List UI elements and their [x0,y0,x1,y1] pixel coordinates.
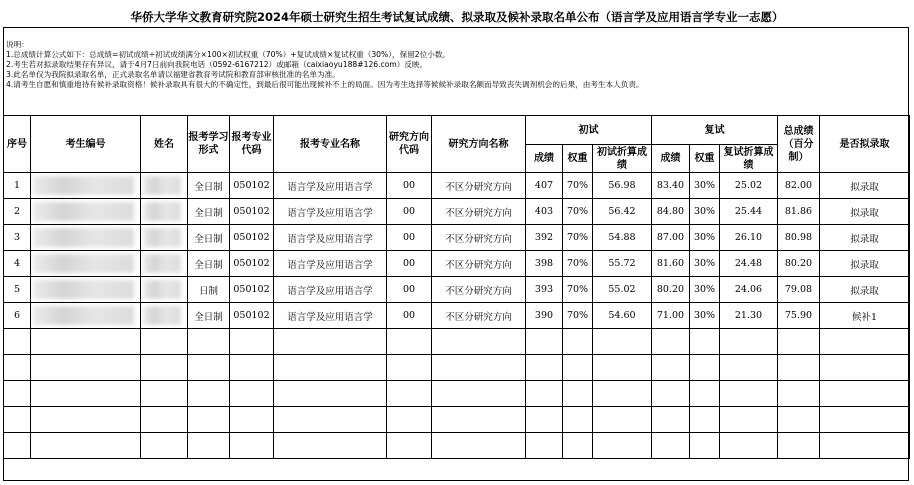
page-title: 华侨大学华文教育研究院2024年硕士研究生招生考试复试成绩、拟录取及候补录取名单公布（语言学及应用语言学专业一志愿） [130,10,784,24]
cell-exam-no [31,407,141,433]
header-retest-weight: 权重 [690,145,720,173]
cell-exam-no [31,277,141,303]
cell-dir-name: 不区分研究方向 [432,225,526,251]
cell-dir-name: 不区分研究方向 [432,277,526,303]
note-line: 4.请考生自愿和慎重地待有候补录取资格！候补录取具有很大的不确定性，到最后很可能出现候补不上的局面。因为考生选择等候候补录取名额而导致丧失调剂机会的后果，由考生本人负责。 [6,80,644,89]
cell-dir-code: 00 [387,277,432,303]
cell-retest-score: 80.20 [652,277,690,303]
cell-initial-weight [563,329,593,355]
cell-seq: 4 [4,251,31,277]
cell-retest-score: 87.00 [652,225,690,251]
cell-exam-no [31,381,141,407]
cell-major-name [274,407,387,433]
cell-name [141,225,188,251]
cell-major-name: 语言学及应用语言学 [274,277,387,303]
cell-initial-score: 403 [526,199,563,225]
header-major-code: 报考专业代码 [230,116,274,173]
cell-total: 79.08 [778,277,820,303]
cell-total: 80.98 [778,225,820,251]
cell-total [778,381,820,407]
cell-major-code [230,381,274,407]
cell-initial-converted [593,355,652,381]
cell-retest-score [652,433,690,459]
cell-admit: 拟录取 [820,251,910,277]
cell-dir-code [387,329,432,355]
redaction-blur [143,306,181,325]
cell-initial-weight [563,433,593,459]
cell-dir-name [432,381,526,407]
table-row [4,173,910,199]
cell-retest-score [652,355,690,381]
header-major-name: 报考专业名称 [274,116,387,173]
cell-retest-converted: 25.44 [720,199,778,225]
cell-initial-score [526,355,563,381]
cell-study-mode [188,433,230,459]
cell-dir-name [432,433,526,459]
cell-retest-score [652,329,690,355]
table-row [4,251,910,277]
cell-exam-no [31,329,141,355]
cell-name [141,329,188,355]
cell-total: 75.90 [778,303,820,329]
cell-admit [820,433,910,459]
cell-major-code [230,329,274,355]
cell-retest-weight: 30% [690,225,720,251]
table-row [4,199,910,225]
header-name: 姓名 [141,116,188,173]
cell-initial-converted: 56.42 [593,199,652,225]
header-study-mode: 报考学习形式 [188,116,230,173]
cell-study-mode [188,355,230,381]
cell-study-mode [188,381,230,407]
cell-retest-converted [720,433,778,459]
cell-major-code: 050102 [230,251,274,277]
cell-dir-code: 00 [387,251,432,277]
cell-initial-converted [593,433,652,459]
cell-dir-code [387,433,432,459]
cell-seq: 1 [4,173,31,199]
cell-retest-score [652,381,690,407]
cell-initial-score [526,433,563,459]
cell-initial-weight: 70% [563,173,593,199]
header-admit: 是否拟录取 [820,116,910,173]
cell-major-name [274,433,387,459]
cell-name [141,277,188,303]
header-retest: 复试 [652,116,778,145]
cell-study-mode [188,329,230,355]
cell-admit: 拟录取 [820,173,910,199]
header-initial-score: 成绩 [526,145,563,173]
notes-heading: 说明： [6,40,29,49]
cell-major-code: 050102 [230,277,274,303]
results-body [4,173,910,459]
header-total: 总成绩（百分制） [778,116,820,173]
cell-retest-weight [690,355,720,381]
cell-major-code: 050102 [230,173,274,199]
cell-dir-name: 不区分研究方向 [432,251,526,277]
cell-exam-no [31,355,141,381]
redaction-blur [33,306,134,325]
cell-dir-name: 不区分研究方向 [432,173,526,199]
cell-initial-converted: 54.88 [593,225,652,251]
cell-retest-weight [690,433,720,459]
cell-retest-converted [720,329,778,355]
empty-row [4,433,910,459]
cell-seq [4,381,31,407]
cell-retest-weight: 30% [690,277,720,303]
cell-retest-weight [690,329,720,355]
cell-exam-no [31,225,141,251]
cell-major-name [274,329,387,355]
cell-major-code [230,433,274,459]
cell-major-name: 语言学及应用语言学 [274,303,387,329]
redaction-blur [143,280,181,299]
cell-admit: 拟录取 [820,199,910,225]
cell-admit: 拟录取 [820,225,910,251]
cell-name [141,355,188,381]
cell-admit [820,329,910,355]
cell-major-code [230,407,274,433]
cell-dir-name [432,329,526,355]
cell-dir-name [432,407,526,433]
cell-initial-converted [593,407,652,433]
cell-total [778,355,820,381]
cell-initial-weight: 70% [563,303,593,329]
cell-name [141,381,188,407]
header-initial: 初试 [526,116,652,145]
cell-initial-converted [593,329,652,355]
cell-retest-converted [720,381,778,407]
cell-study-mode: 全日制 [188,251,230,277]
cell-major-name: 语言学及应用语言学 [274,225,387,251]
cell-dir-code: 00 [387,225,432,251]
cell-retest-weight: 30% [690,173,720,199]
cell-seq [4,433,31,459]
cell-initial-score [526,407,563,433]
cell-total: 82.00 [778,173,820,199]
cell-name [141,199,188,225]
cell-name [141,173,188,199]
cell-retest-score [652,407,690,433]
cell-major-name: 语言学及应用语言学 [274,199,387,225]
empty-row [4,329,910,355]
cell-retest-converted: 24.06 [720,277,778,303]
cell-admit: 候补1 [820,303,910,329]
cell-study-mode: 全日制 [188,225,230,251]
cell-seq [4,329,31,355]
cell-major-name [274,355,387,381]
redaction-blur [143,228,181,247]
redaction-blur [33,202,134,221]
empty-row [4,381,910,407]
cell-admit: 拟录取 [820,277,910,303]
cell-exam-no [31,251,141,277]
header-dir-code: 研究方向代码 [387,116,432,173]
cell-exam-no [31,303,141,329]
cell-initial-weight: 70% [563,225,593,251]
table-row [4,225,910,251]
header-retest-score: 成绩 [652,145,690,173]
cell-retest-score: 84.80 [652,199,690,225]
cell-exam-no [31,173,141,199]
cell-initial-score: 398 [526,251,563,277]
cell-dir-code: 00 [387,173,432,199]
cell-retest-weight: 30% [690,199,720,225]
cell-seq: 2 [4,199,31,225]
header-exam-no: 考生编号 [31,116,141,173]
redaction-blur [143,176,181,195]
cell-seq: 3 [4,225,31,251]
cell-initial-converted: 55.72 [593,251,652,277]
cell-name [141,303,188,329]
empty-row [4,407,910,433]
cell-retest-weight [690,381,720,407]
cell-initial-weight [563,355,593,381]
cell-seq [4,407,31,433]
cell-initial-weight [563,381,593,407]
cell-study-mode: 全日制 [188,199,230,225]
cell-initial-score: 393 [526,277,563,303]
cell-major-code: 050102 [230,225,274,251]
header-retest-converted: 复试折算成绩 [720,145,778,173]
table-row [4,303,910,329]
note-line: 2.考生若对拟录取结果存有异议，请于4月7日前向我院电话（0592-6167212）或邮箱（caixiaoyu188#126.com）反映。 [6,60,428,69]
cell-retest-converted: 24.48 [720,251,778,277]
cell-total [778,433,820,459]
note-line: 1.总成绩计算公式如下：总成绩=初试成绩÷初试成绩满分×100×初试权重（70%）+复试成绩×复试权重（30%），保留2位小数。 [6,50,451,59]
cell-retest-weight: 30% [690,251,720,277]
cell-seq [4,355,31,381]
header-initial-weight: 权重 [563,145,593,173]
cell-study-mode: 日制 [188,277,230,303]
cell-initial-score [526,381,563,407]
cell-initial-weight: 70% [563,251,593,277]
cell-initial-weight [563,407,593,433]
cell-study-mode: 全日制 [188,303,230,329]
cell-initial-weight: 70% [563,277,593,303]
cell-seq: 5 [4,277,31,303]
cell-initial-score: 392 [526,225,563,251]
header-seq: 序号 [4,116,31,173]
cell-admit [820,355,910,381]
results-table [3,115,910,459]
cell-dir-code [387,355,432,381]
cell-retest-score: 71.00 [652,303,690,329]
header-initial-converted: 初试折算成绩 [593,145,652,173]
cell-initial-score [526,329,563,355]
cell-exam-no [31,433,141,459]
table-row [4,277,910,303]
cell-name [141,433,188,459]
redaction-blur [33,176,134,195]
cell-name [141,407,188,433]
cell-admit [820,381,910,407]
cell-initial-converted [593,381,652,407]
redaction-blur [33,254,134,273]
cell-dir-name [432,355,526,381]
cell-retest-converted [720,355,778,381]
cell-initial-score: 407 [526,173,563,199]
cell-retest-converted: 21.30 [720,303,778,329]
cell-initial-weight: 70% [563,199,593,225]
cell-admit [820,407,910,433]
cell-total [778,407,820,433]
cell-study-mode [188,407,230,433]
cell-retest-converted: 25.02 [720,173,778,199]
cell-major-code: 050102 [230,199,274,225]
notes-section [6,40,906,90]
cell-major-code: 050102 [230,303,274,329]
cell-initial-score: 390 [526,303,563,329]
cell-retest-score: 83.40 [652,173,690,199]
redaction-blur [33,228,134,247]
cell-dir-code [387,381,432,407]
redaction-blur [143,254,181,273]
cell-retest-weight: 30% [690,303,720,329]
cell-total [778,329,820,355]
cell-total: 81.86 [778,199,820,225]
cell-total: 80.20 [778,251,820,277]
cell-major-name: 语言学及应用语言学 [274,251,387,277]
cell-major-name: 语言学及应用语言学 [274,173,387,199]
header-dir-name: 研究方向名称 [432,116,526,173]
cell-dir-code [387,407,432,433]
cell-retest-converted [720,407,778,433]
cell-initial-converted: 54.60 [593,303,652,329]
cell-retest-converted: 26.10 [720,225,778,251]
cell-seq: 6 [4,303,31,329]
redaction-blur [143,202,181,221]
cell-retest-weight [690,407,720,433]
cell-dir-code: 00 [387,199,432,225]
empty-row [4,355,910,381]
cell-study-mode: 全日制 [188,173,230,199]
cell-name [141,251,188,277]
cell-major-code [230,355,274,381]
cell-major-name [274,381,387,407]
cell-initial-converted: 56.98 [593,173,652,199]
cell-dir-code: 00 [387,303,432,329]
cell-initial-converted: 55.02 [593,277,652,303]
note-line: 3.此名单仅为我院拟录取名单，正式录取名单请以福建省教育考试院和教育部审核批准的名单为准。 [6,70,340,79]
cell-dir-name: 不区分研究方向 [432,303,526,329]
cell-retest-score: 81.60 [652,251,690,277]
cell-exam-no [31,199,141,225]
cell-dir-name: 不区分研究方向 [432,199,526,225]
redaction-blur [33,280,134,299]
